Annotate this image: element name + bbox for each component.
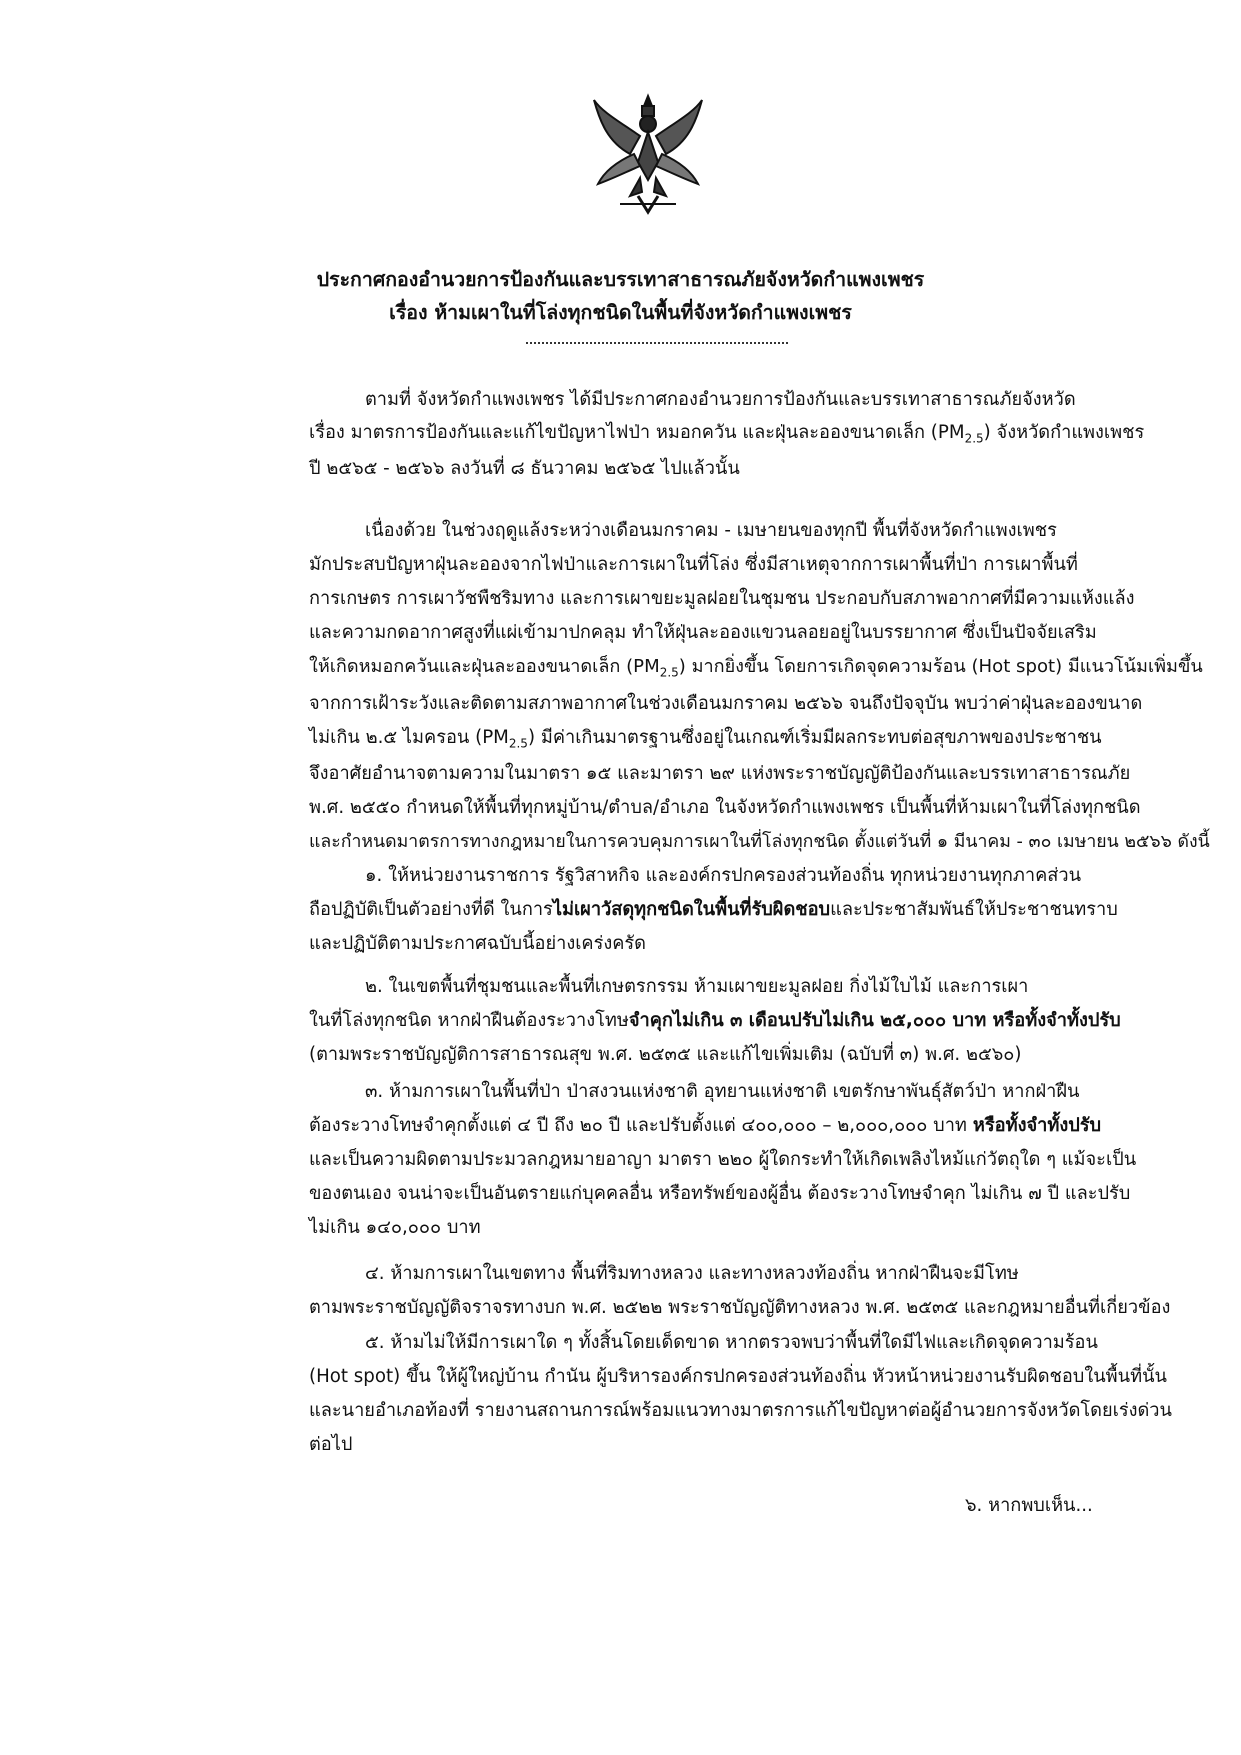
body-line: ตามที่ จังหวัดกำแพงเพชร ได้มีประกาศกองอำนวยการป้องกันและบรรเทาสาธารณภัยจังหวัด (365, 389, 1076, 410)
body-line: และเป็นความผิดตามประมวลกฎหมายอาญา มาตรา ๒๒๐ ผู้ใดกระทำให้เกิดเพลิงไหม้แก่วัตถุใด ๆ แม้จะเป็น (309, 1149, 1137, 1170)
body-line: เนื่องด้วย ในช่วงฤดูแล้งระหว่างเดือนมกราคม - เมษายนของทุกปี พื้นที่จังหวัดกำแพงเพชร (365, 520, 1057, 541)
body-line: และปฏิบัติตามประกาศฉบับนี้อย่างเคร่งครัด (309, 933, 646, 954)
body-line: จากการเฝ้าระวังและติดตามสภาพอากาศในช่วงเดือนมกราคม ๒๕๖๖ จนถึงปัจจุบัน พบว่าค่าฝุ่นละอองขนาด (309, 693, 1143, 714)
body-line: เรื่อง มาตรการป้องกันและแก้ไขปัญหาไฟป่า หมอกควัน และฝุ่นละอองขนาดเล็ก $(PM_{2.5})$ จังหวัดกำแพงเพชร (309, 422, 1145, 446)
body-line: ๔. ห้ามการเผาในเขตทาง พื้นที่ริมทางหลวง และทางหลวงท้องถิ่น หากฝ่าฝืนจะมีโทษ (365, 1263, 1019, 1284)
body-line: และนายอำเภอท้องที่ รายงานสถานการณ์พร้อมแนวทางมาตรการแก้ไขปัญหาต่อผู้อำนวยการจังหวัดโดยเร่งด่วน (309, 1400, 1172, 1421)
body-line: ถือปฏิบัติเป็นตัวอย่างที่ดี ในการไม่เผาวัสดุทุกชนิดในพื้นที่รับผิดชอบและประชาสัมพันธ์ให้ประชาชนทราบ (309, 899, 1118, 920)
body-line: ๒. ในเขตพื้นที่ชุมชนและพื้นที่เกษตรกรรม ห้ามเผาขยะมูลฝอย กิ่งไม้ใบไม้ และการเผา (365, 976, 1029, 997)
body-line: ๓. ห้ามการเผาในพื้นที่ป่า ป่าสงวนแห่งชาติ อุทยานแห่งชาติ เขตรักษาพันธุ์สัตว์ป่า หากฝ่าฝืน (365, 1081, 1080, 1102)
body-line: (Hot spot) ขึ้น ให้ผู้ใหญ่บ้าน กำนัน ผู้บริหารองค์กรปกครองส่วนท้องถิ่น หัวหน้าหน่วยงานรับผิดชอบในพื้นที่นั้น (309, 1366, 1167, 1387)
body-line: ให้เกิดหมอกควันและฝุ่นละอองขนาดเล็ก $(PM_{2.5})$ มากยิ่งขึ้น โดยการเกิดจุดความร้อน (Hot spot) มีแนวโน้มเพิ่มขึ้น (309, 656, 1203, 680)
body-line: ๕. ห้ามไม่ให้มีการเผาใด ๆ ทั้งสิ้นโดยเด็ดขาด หากตรวจพบว่าพื้นที่ใดมีไฟและเกิดจุดความร้อน (365, 1332, 1098, 1353)
body-line: มักประสบปัญหาฝุ่นละอองจากไฟป่าและการเผาในที่โล่ง ซึ่งมีสาเหตุจากการเผาพื้นที่ป่า การเผาพื้นที่ (309, 554, 1078, 575)
body-line: ของตนเอง จนน่าจะเป็นอันตรายแก่บุคคลอื่น หรือทรัพย์ของผู้อื่น ต้องระวางโทษจำคุก ไม่เกิน ๗ ปี และปรับ (309, 1183, 1131, 1204)
body-line: พ.ศ. ๒๕๕๐ กำหนดให้พื้นที่ทุกหมู่บ้าน/ตำบล/อำเภอ ในจังหวัดกำแพงเพชร เป็นพื้นที่ห้ามเผาในที่โล่งทุกชนิด (309, 797, 1141, 818)
announcement-subject: เรื่อง ห้ามเผาในที่โล่งทุกชนิดในพื้นที่จังหวัดกำแพงเพชร (389, 301, 852, 324)
body-line: การเกษตร การเผาวัชพืชริมทาง และการเผาขยะมูลฝอยในชุมชน ประกอบกับสภาพอากาศที่มีความแห้งแล้ง (309, 588, 1135, 609)
body-line: และกำหนดมาตรการทางกฎหมายในการควบคุมการเผาในที่โล่งทุกชนิด ตั้งแต่วันที่ ๑ มีนาคม - ๓๐ เมษายน ๒๕๖๖ ดังนี้ (309, 832, 1210, 852)
body-line: ต้องระวางโทษจำคุกตั้งแต่ ๔ ปี ถึง ๒๐ ปี และปรับตั้งแต่ ๔๐๐,๐๐๐ – ๒,๐๐๐,๐๐๐ บาท หรือทั้งจำทั้งปรับ (309, 1115, 1102, 1136)
page-continuation: ๖. หากพบเห็น... (965, 1495, 1093, 1516)
body-line: และความกดอากาศสูงที่แผ่เข้ามาปกคลุม ทำให้ฝุ่นละอองแขวนลอยอยู่ในบรรยากาศ ซึ่งเป็นปัจจัยเสริม (309, 622, 1097, 643)
title-separator (526, 342, 788, 344)
body-line: ไม่เกิน ๑๔๐,๐๐๐ บาท (309, 1217, 481, 1238)
body-line: ต่อไป (309, 1434, 353, 1455)
body-line: ในที่โล่งทุกชนิด หากฝ่าฝืนต้องระวางโทษจำคุกไม่เกิน ๓ เดือนปรับไม่เกิน ๒๕,๐๐๐ บาท หรือทั้งจำทั้งปรับ (309, 1010, 1121, 1031)
body-line: จึงอาศัยอำนาจตามความในมาตรา ๑๕ และมาตรา ๒๙ แห่งพระราชบัญญัติป้องกันและบรรเทาสาธารณภัย (309, 763, 1131, 784)
body-line: ปี ๒๕๖๕ - ๒๕๖๖ ลงวันที่ ๘ ธันวาคม ๒๕๖๕ ไปแล้วนั้น (309, 458, 740, 479)
body-line: ๑. ให้หน่วยงานราชการ รัฐวิสาหกิจ และองค์กรปกครองส่วนท้องถิ่น ทุกหน่วยงานทุกภาคส่วน (365, 865, 1082, 886)
garuda-emblem-icon (590, 92, 706, 216)
body-line: ไม่เกิน ๒.๕ ไมครอน $(PM_{2.5})$ มีค่าเกินมาตรฐานซึ่งอยู่ในเกณฑ์เริ่มมีผลกระทบต่อสุขภาพของประชาชน (309, 727, 1102, 751)
body-line: ตามพระราชบัญญัติจราจรทางบก พ.ศ. ๒๕๒๒ พระราชบัญญัติทางหลวง พ.ศ. ๒๕๓๕ และกฎหมายอื่นที่เกี่ยวข้อง (309, 1297, 1171, 1318)
announcement-title: ประกาศกองอำนวยการป้องกันและบรรเทาสาธารณภัยจังหวัดกำแพงเพชร (316, 268, 925, 291)
body-line: (ตามพระราชบัญญัติการสาธารณสุข พ.ศ. ๒๕๓๕ และแก้ไขเพิ่มเติม (ฉบับที่ ๓) พ.ศ. ๒๕๖๐) (309, 1044, 1022, 1065)
